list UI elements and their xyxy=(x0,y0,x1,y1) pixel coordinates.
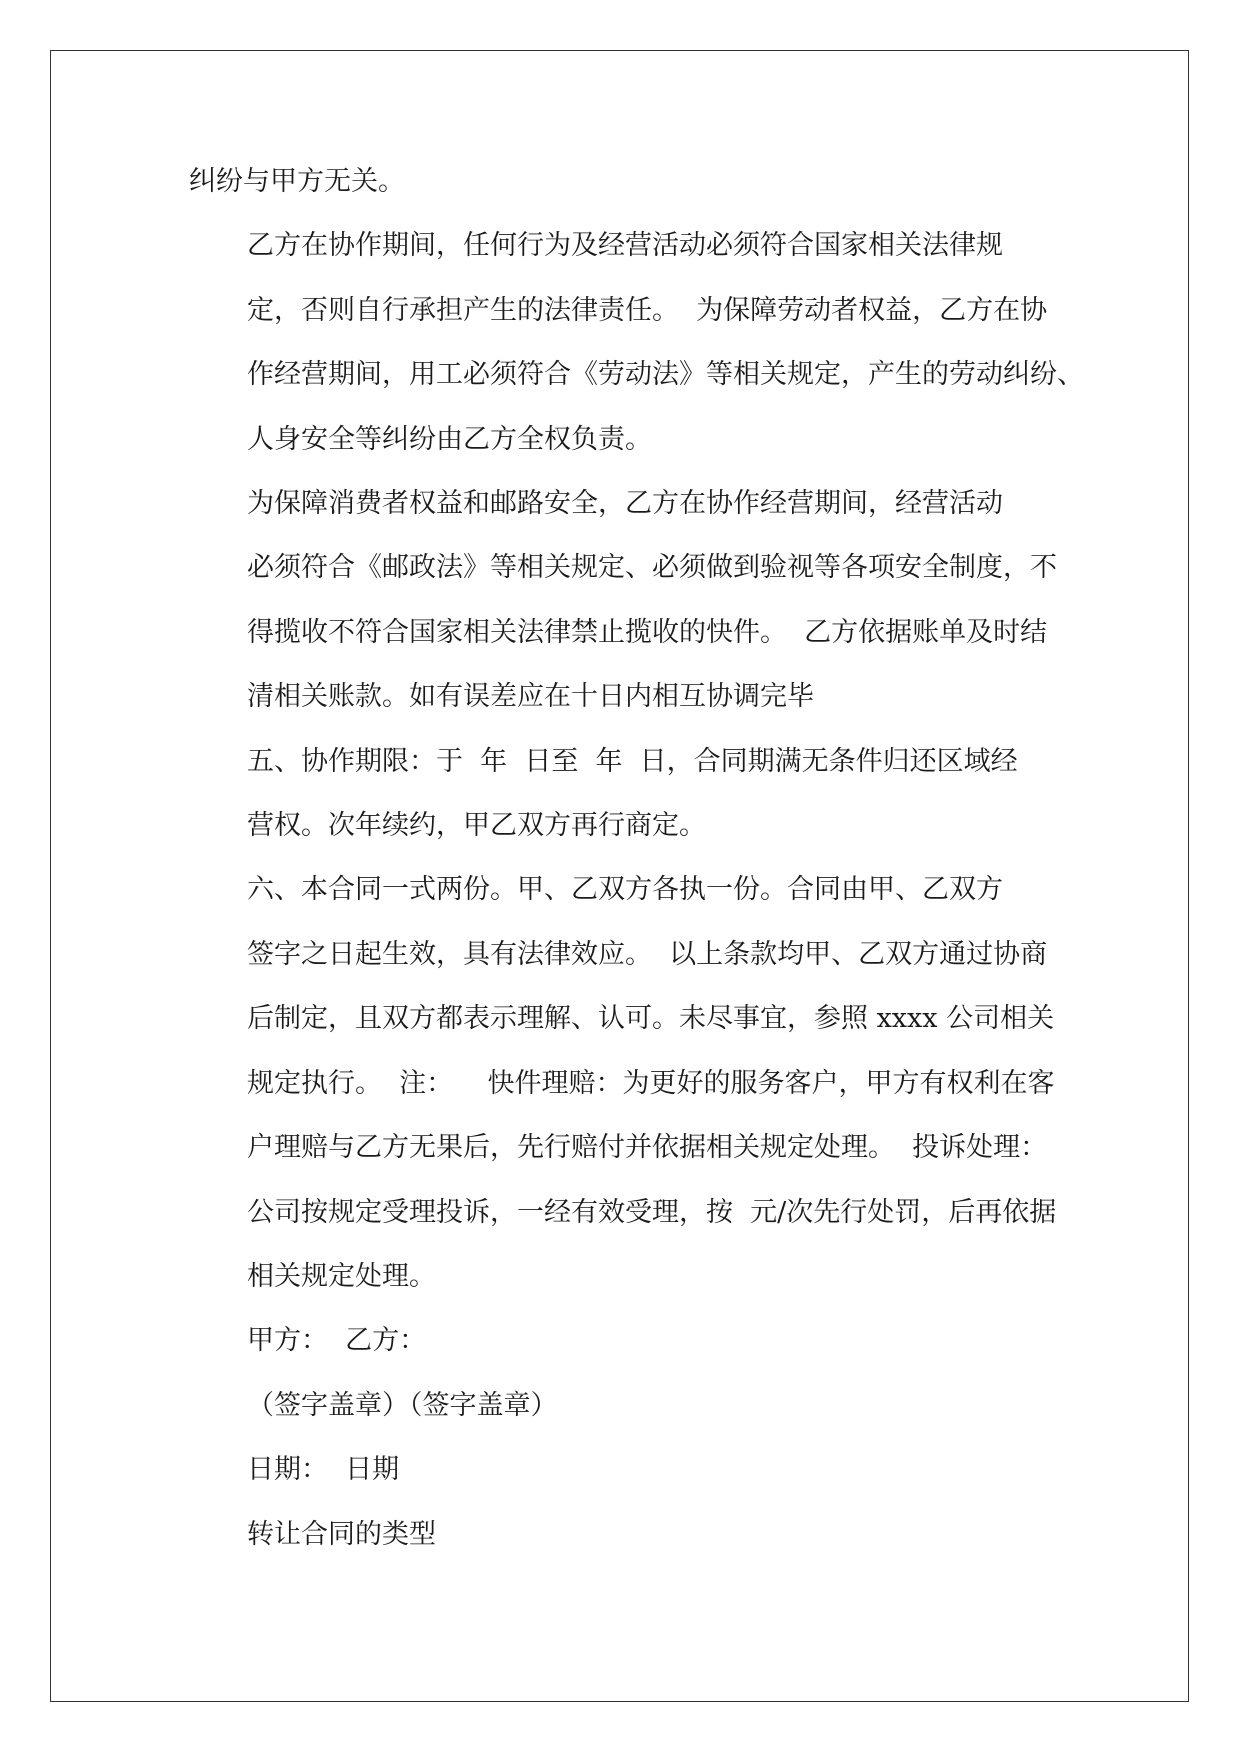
text-line: 五、协作期限：于 年 日至 年 日，合同期满无条件归还区域经 xyxy=(247,745,1018,777)
text-line: 作经营期间，用工必须符合《劳动法》等相关规定，产生的劳动纠纷、 xyxy=(247,359,1084,391)
signature-parties: 甲方： 乙方： xyxy=(247,1325,427,1357)
text-line: 纠纷与甲方无关。 xyxy=(189,166,405,197)
text-line: 六、本合同一式两份。甲、乙双方各执一份。合同由甲、乙双方 xyxy=(247,874,1003,906)
signature-seals: （签字盖章）（签字盖章） xyxy=(247,1389,558,1421)
text-line: 得揽收不符合国家相关法律禁止揽收的快件。 乙方依据账单及时结 xyxy=(247,616,1048,648)
paragraph-contract-copies xyxy=(189,858,1057,1309)
text-line: 户理赔与乙方无果后，先行赔付并依据相关规定处理。 投诉处理： xyxy=(247,1132,1048,1164)
paragraph-cooperation-period xyxy=(189,730,1051,859)
text-line: 乙方在协作期间，任何行为及经营活动必须符合国家相关法律规 xyxy=(247,230,1003,262)
text-line: 清相关账款。如有误差应在十日内相互协调完毕 xyxy=(247,681,814,713)
text-line: 人身安全等纠纷由乙方全权负责。 xyxy=(247,423,652,455)
text-line: 后制定，且双方都表示理解、认可。未尽事宜，参照 xxxx 公司相关 xyxy=(247,1003,1055,1035)
signature-dates: 日期： 日期 xyxy=(247,1454,400,1486)
text-line: 签字之日起生效，具有法律效应。 以上条款均甲、乙双方通过协商 xyxy=(247,938,1048,970)
paragraph-postal-safety xyxy=(189,472,1057,730)
document-body xyxy=(189,150,1084,1567)
paragraph-legal-compliance xyxy=(189,214,1084,472)
text-line: 定，否则自行承担产生的法律责任。 为保障劳动者权益，乙方在协 xyxy=(247,294,1048,326)
text-line: 相关规定处理。 xyxy=(247,1260,436,1292)
text-line: 必须符合《邮政法》等相关规定、必须做到验视等各项安全制度，不 xyxy=(247,552,1057,584)
text-line: 规定执行。 注： 快件理赔：为更好的服务客户，甲方有权利在客 xyxy=(247,1067,1055,1099)
text-line: 为保障消费者权益和邮路安全，乙方在协作经营期间，经营活动 xyxy=(247,488,1003,520)
text-line: 公司按规定受理投诉，一经有效受理，按 元/次先行处罚，后再依据 xyxy=(247,1196,1057,1228)
section-title: 转让合同的类型 xyxy=(247,1518,436,1550)
paragraph-dispute-clause xyxy=(189,150,1051,214)
text-line: 营权。次年续约，甲乙双方再行商定。 xyxy=(247,810,706,842)
